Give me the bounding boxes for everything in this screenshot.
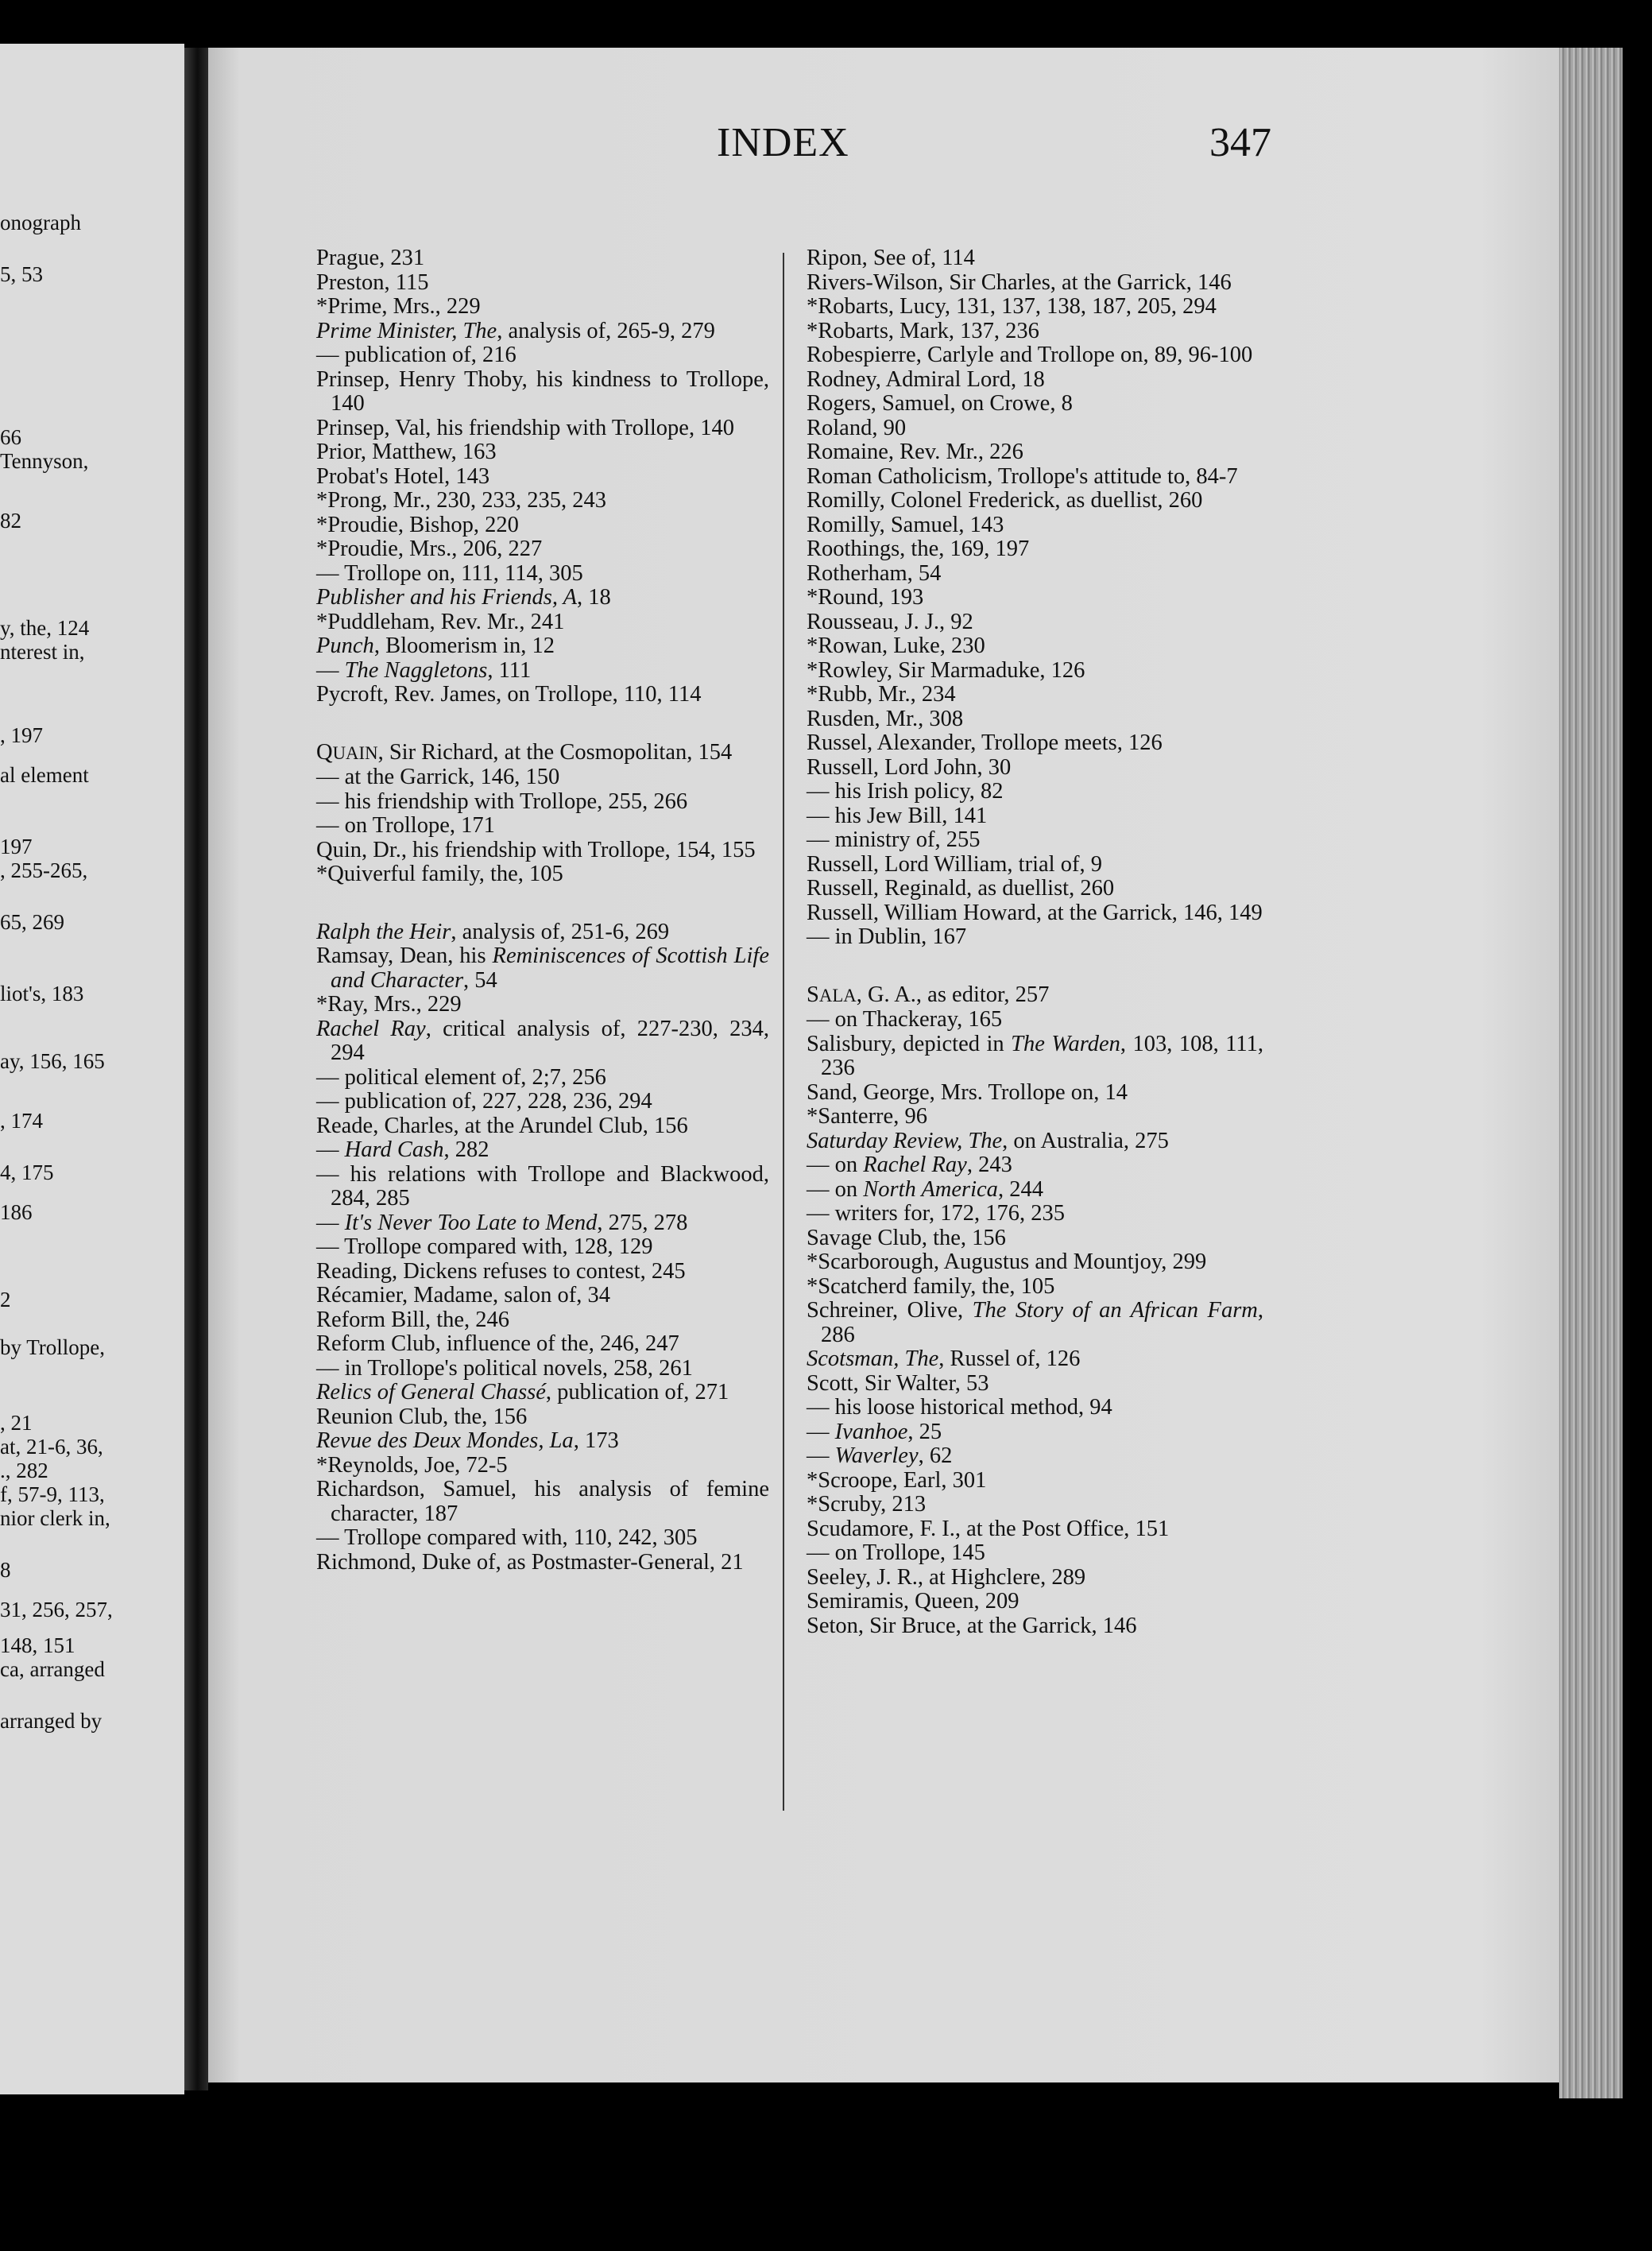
previous-page-text: nterest in, bbox=[0, 640, 85, 664]
index-entry: *Robarts, Mark, 137, 236 bbox=[807, 318, 1039, 343]
index-entry: Prinsep, Val, his friendship with Trollope, 140 bbox=[316, 415, 734, 440]
previous-page-text: liot's, 183 bbox=[0, 982, 84, 1005]
index-entry: Russell, Reginald, as duellist, 260 bbox=[807, 876, 1115, 901]
index-entry: *Ray, Mrs., 229 bbox=[316, 992, 462, 1017]
index-entry: Roothings, the, 169, 197 bbox=[807, 537, 1030, 561]
previous-page-text: 148, 151 bbox=[0, 1633, 75, 1657]
index-entry: — It's Never Too Late to Mend, 275, 278 bbox=[316, 1210, 688, 1235]
index-entry: — in Trollope's political novels, 258, 261 bbox=[316, 1355, 693, 1381]
index-entry: Ripon, See of, 114 bbox=[807, 246, 975, 270]
index-entry: *Proudie, Bishop, 220 bbox=[316, 512, 519, 537]
previous-page-text: 5, 53 bbox=[0, 262, 43, 286]
index-entry: Roman Catholicism, Trollope's attitude to, 84-7 bbox=[807, 463, 1238, 489]
index-entry: *Rowan, Luke, 230 bbox=[807, 633, 985, 658]
index-entry: — Waverley, 62 bbox=[807, 1443, 953, 1468]
index-entry: *Rubb, Mr., 234 bbox=[807, 682, 956, 707]
index-entry: Rousseau, J. J., 92 bbox=[807, 609, 973, 634]
index-entry: Semiramis, Queen, 209 bbox=[807, 1589, 1019, 1614]
index-entry: Prague, 231 bbox=[316, 246, 425, 270]
previous-page-text: , 174 bbox=[0, 1109, 43, 1133]
index-entry: Schreiner, Olive, The Story of an African Farm, 286 bbox=[807, 1298, 1263, 1347]
index-entry: Rivers-Wilson, Sir Charles, at the Garrick, 146 bbox=[807, 269, 1232, 295]
index-entry: Russell, William Howard, at the Garrick, 146, 149 bbox=[807, 900, 1263, 925]
index-entry: Probat's Hotel, 143 bbox=[316, 463, 490, 489]
index-entry: Russell, Lord William, trial of, 9 bbox=[807, 851, 1102, 877]
index-entry: Richmond, Duke of, as Postmaster-General, 21 bbox=[316, 1549, 744, 1575]
index-entry: — publication of, 216 bbox=[316, 343, 516, 367]
previous-page-text: Tennyson, bbox=[0, 449, 89, 473]
page-edge bbox=[1559, 48, 1623, 2098]
index-entry: Revue des Deux Mondes, La, 173 bbox=[316, 1428, 619, 1453]
index-entry: Reform Bill, the, 246 bbox=[316, 1307, 510, 1332]
previous-page-text: y, the, 124 bbox=[0, 616, 90, 640]
index-entry: Reading, Dickens refuses to contest, 245 bbox=[316, 1258, 686, 1284]
index-entry: Quin, Dr., his friendship with Trollope, 154, 155 bbox=[316, 837, 756, 862]
index-entry: Scudamore, F. I., at the Post Office, 151 bbox=[807, 1516, 1170, 1541]
previous-page-text: arranged by bbox=[0, 1709, 103, 1733]
index-entry: — in Dublin, 167 bbox=[807, 924, 967, 949]
previous-page-text: by Trollope, bbox=[0, 1335, 106, 1359]
index-entry: QUAIN, Sir Richard, at the Cosmopolitan, 154 bbox=[316, 739, 733, 765]
index-entry: Prior, Matthew, 163 bbox=[316, 440, 497, 464]
index-entry: Publisher and his Friends, A, 18 bbox=[316, 585, 611, 610]
previous-page-text: al element bbox=[0, 763, 89, 787]
index-entry: Sand, George, Mrs. Trollope on, 14 bbox=[807, 1079, 1128, 1105]
index-entry: *Rowley, Sir Marmaduke, 126 bbox=[807, 657, 1085, 683]
index-entry: Russel, Alexander, Trollope meets, 126 bbox=[807, 730, 1163, 755]
index-entry: *Quiverful family, the, 105 bbox=[316, 862, 563, 886]
index-column-right bbox=[807, 246, 1263, 1638]
index-entry: — on Trollope, 171 bbox=[316, 813, 495, 838]
previous-page-text: ay, 156, 165 bbox=[0, 1049, 105, 1073]
index-entry: SALA, G. A., as editor, 257 bbox=[807, 982, 1050, 1007]
previous-page-text: 82 bbox=[0, 509, 21, 533]
book-gutter bbox=[184, 48, 208, 2090]
index-entry: — Trollope compared with, 110, 242, 305 bbox=[316, 1525, 698, 1550]
index-entry: *Scatcherd family, the, 105 bbox=[807, 1273, 1055, 1299]
index-entry: — at the Garrick, 146, 150 bbox=[316, 765, 560, 789]
index-entry: — Ivanhoe, 25 bbox=[807, 1419, 942, 1444]
previous-page-text: 197 bbox=[0, 835, 33, 858]
index-entry: Reunion Club, the, 156 bbox=[316, 1404, 528, 1429]
index-entry: Punch, Bloomerism in, 12 bbox=[316, 633, 555, 658]
index-entry: — on North America, 244 bbox=[807, 1176, 1043, 1202]
index-entry: *Puddleham, Rev. Mr., 241 bbox=[316, 609, 565, 634]
index-entry: Relics of General Chassé, publication of, 271 bbox=[316, 1380, 729, 1404]
index-column-left bbox=[316, 246, 769, 1575]
index-entry: *Scroope, Earl, 301 bbox=[807, 1467, 987, 1493]
page-header bbox=[509, 119, 1271, 175]
index-entry: Prinsep, Henry Thoby, his kindness to Trollope, 140 bbox=[316, 366, 769, 416]
previous-page-text: ., 282 bbox=[0, 1459, 48, 1482]
previous-page-text: , 255-265, bbox=[0, 858, 88, 882]
index-entry: Seton, Sir Bruce, at the Garrick, 146 bbox=[807, 1613, 1137, 1638]
index-entry: *Santerre, 96 bbox=[807, 1104, 927, 1129]
previous-page-text: onograph bbox=[0, 211, 81, 234]
index-entry: — publication of, 227, 228, 236, 294 bbox=[316, 1089, 652, 1114]
previous-page-text: 186 bbox=[0, 1200, 33, 1224]
index-entry: Saturday Review, The, on Australia, 275 bbox=[807, 1128, 1169, 1153]
index-entry: Seeley, J. R., at Highclere, 289 bbox=[807, 1564, 1086, 1590]
index-entry: Ralph the Heir, analysis of, 251-6, 269 bbox=[316, 919, 670, 944]
previous-page-text: 8 bbox=[0, 1558, 11, 1582]
index-entry: — on Trollope, 145 bbox=[807, 1540, 985, 1565]
previous-page-text: ca, arranged bbox=[0, 1657, 105, 1681]
index-entry: Rachel Ray, critical analysis of, 227-230, 234, 294 bbox=[316, 1016, 769, 1065]
page-number: 347 bbox=[1209, 120, 1271, 165]
index-entry: — his Irish policy, 82 bbox=[807, 779, 1004, 804]
index-entry: — political element of, 2;7, 256 bbox=[316, 1064, 606, 1090]
index-entry: Preston, 115 bbox=[316, 269, 429, 295]
index-entry: *Scruby, 213 bbox=[807, 1492, 927, 1517]
index-entry: Prime Minister, The, analysis of, 265-9, 279 bbox=[316, 318, 715, 343]
index-entry: Pycroft, Rev. James, on Trollope, 110, 114 bbox=[316, 682, 702, 707]
previous-page-text: 66 bbox=[0, 425, 21, 449]
index-entry: *Robarts, Lucy, 131, 137, 138, 187, 205, 294 bbox=[807, 294, 1217, 319]
index-entry: — his relations with Trollope and Blackwood, 284, 285 bbox=[316, 1161, 769, 1211]
index-entry: Savage Club, the, 156 bbox=[807, 1225, 1006, 1250]
index-entry: — Trollope on, 111, 114, 305 bbox=[316, 560, 583, 586]
index-entry: Robespierre, Carlyle and Trollope on, 89, 96-100 bbox=[807, 343, 1253, 367]
index-entry: — writers for, 172, 176, 235 bbox=[807, 1201, 1065, 1226]
index-entry: *Scarborough, Augustus and Mountjoy, 299 bbox=[807, 1249, 1207, 1274]
index-entry: Rotherham, 54 bbox=[807, 560, 942, 586]
index-entry: Reade, Charles, at the Arundel Club, 156 bbox=[316, 1113, 688, 1138]
index-entry: Romaine, Rev. Mr., 226 bbox=[807, 440, 1023, 464]
index-entry: *Proudie, Mrs., 206, 227 bbox=[316, 537, 543, 561]
previous-page-text: f, 57-9, 113, bbox=[0, 1482, 105, 1506]
column-divider bbox=[783, 253, 784, 1811]
previous-page-text: 2 bbox=[0, 1288, 11, 1311]
index-entry: Romilly, Colonel Frederick, as duellist, 260 bbox=[807, 488, 1203, 513]
index-entry: Rusden, Mr., 308 bbox=[807, 706, 964, 731]
index-entry: Récamier, Madame, salon of, 34 bbox=[316, 1283, 611, 1308]
index-entry: *Prime, Mrs., 229 bbox=[316, 294, 481, 319]
index-entry: *Prong, Mr., 230, 233, 235, 243 bbox=[316, 488, 606, 513]
previous-page-text: nior clerk in, bbox=[0, 1506, 110, 1530]
previous-page-text: 4, 175 bbox=[0, 1160, 54, 1184]
previous-page-text: 31, 256, 257, bbox=[0, 1598, 113, 1621]
previous-page-text: , 197 bbox=[0, 723, 43, 747]
index-entry: Reform Club, influence of the, 246, 247 bbox=[316, 1331, 679, 1356]
index-entry: — The Naggletons, 111 bbox=[316, 657, 532, 683]
index-entry: — his friendship with Trollope, 255, 266 bbox=[316, 788, 688, 814]
index-entry: Roland, 90 bbox=[807, 415, 907, 440]
page-title: INDEX bbox=[717, 120, 849, 165]
index-entry: — his loose historical method, 94 bbox=[807, 1395, 1112, 1420]
index-entry: Rogers, Samuel, on Crowe, 8 bbox=[807, 391, 1073, 416]
index-entry: — Trollope compared with, 128, 129 bbox=[316, 1234, 653, 1259]
index-entry: Scotsman, The, Russel of, 126 bbox=[807, 1346, 1081, 1371]
index-entry: — Hard Cash, 282 bbox=[316, 1137, 489, 1162]
index-entry: — ministry of, 255 bbox=[807, 827, 981, 852]
previous-page-text: 65, 269 bbox=[0, 910, 64, 934]
index-entry: — on Thackeray, 165 bbox=[807, 1007, 1003, 1032]
index-entry: Russell, Lord John, 30 bbox=[807, 754, 1012, 780]
index-entry: Rodney, Admiral Lord, 18 bbox=[807, 366, 1045, 392]
index-entry: — his Jew Bill, 141 bbox=[807, 803, 988, 828]
index-entry: *Reynolds, Joe, 72-5 bbox=[316, 1452, 508, 1478]
previous-page-text: , 21 bbox=[0, 1411, 33, 1435]
previous-page-text: at, 21-6, 36, bbox=[0, 1435, 103, 1459]
index-entry: Scott, Sir Walter, 53 bbox=[807, 1370, 989, 1396]
index-entry: *Round, 193 bbox=[807, 585, 924, 610]
index-entry: Richardson, Samuel, his analysis of femine character, 187 bbox=[316, 1477, 769, 1526]
index-entry: Salisbury, depicted in The Warden, 103, 108, 111, 236 bbox=[807, 1031, 1263, 1080]
index-entry: — on Rachel Ray, 243 bbox=[807, 1153, 1012, 1177]
previous-page-fragment bbox=[0, 44, 184, 2094]
index-entry: Ramsay, Dean, his Reminiscences of Scottish Life and Character, 54 bbox=[316, 943, 769, 993]
index-entry: Romilly, Samuel, 143 bbox=[807, 512, 1004, 537]
